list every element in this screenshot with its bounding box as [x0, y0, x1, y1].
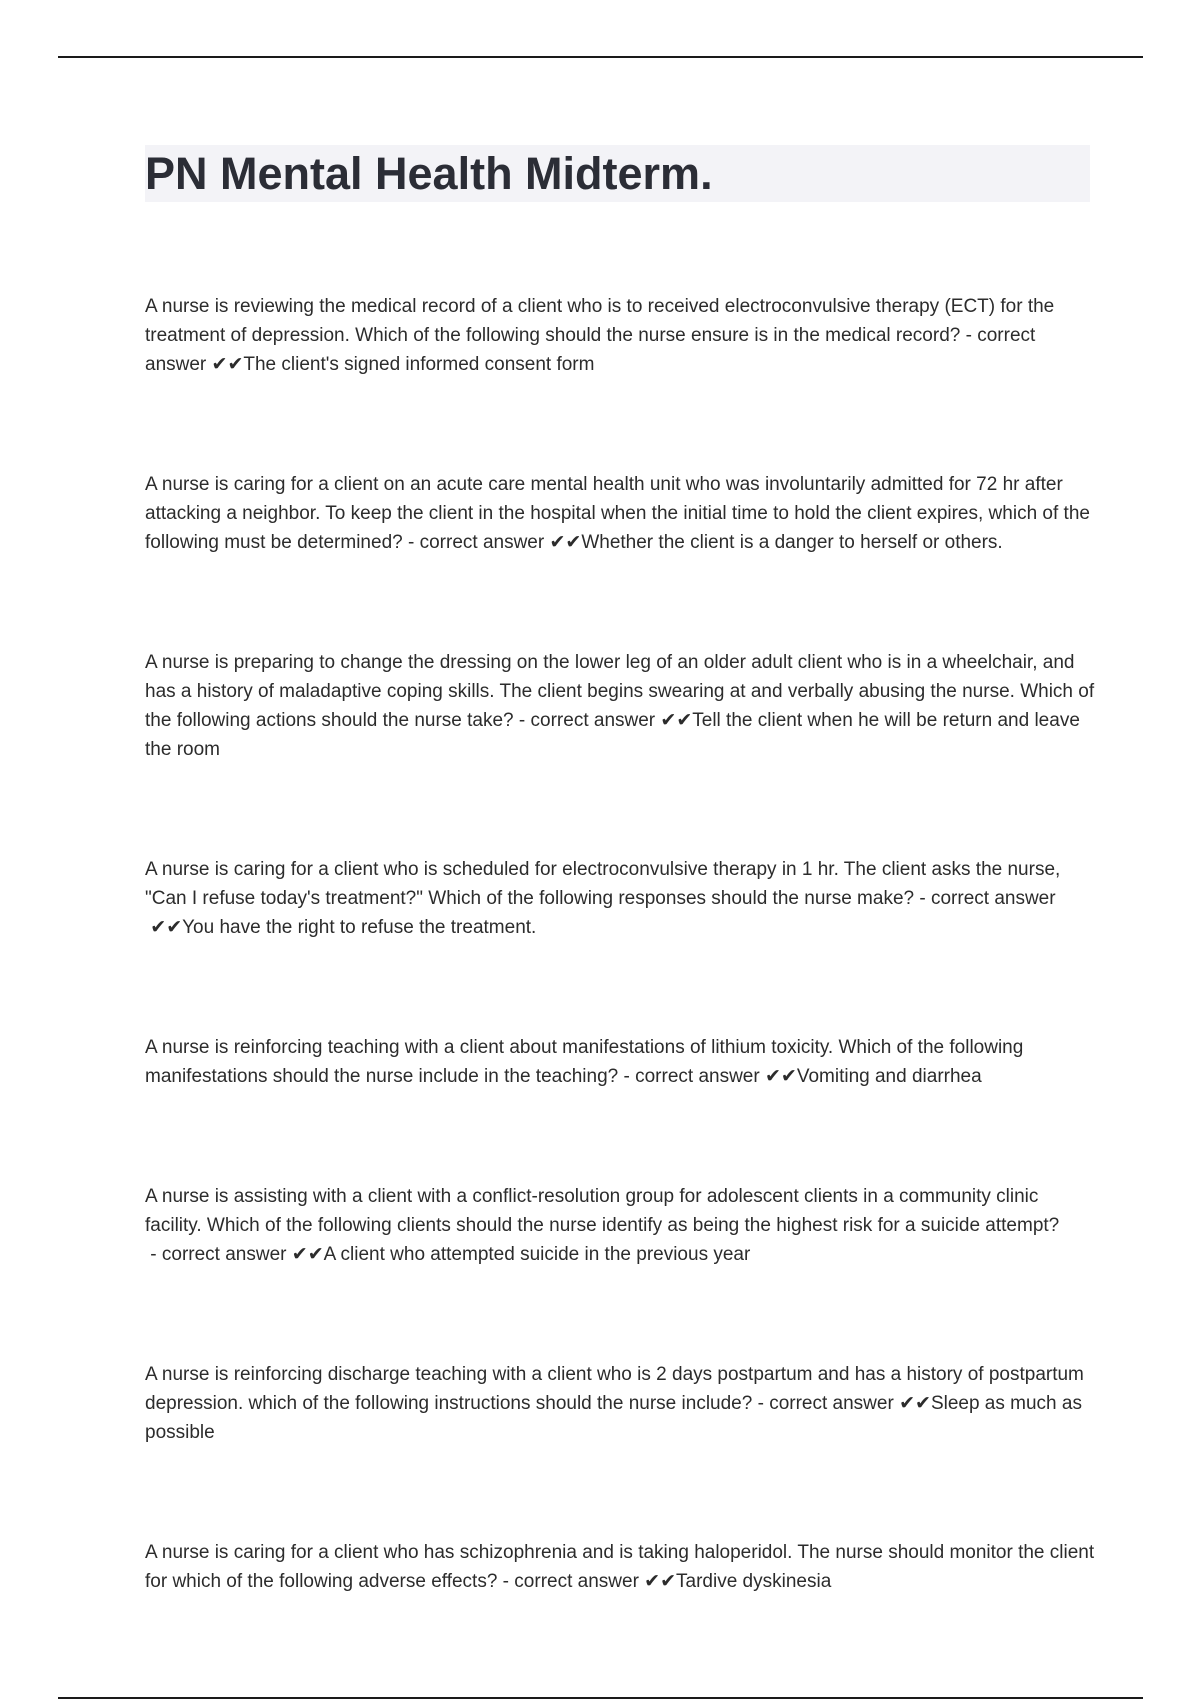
question-text: A nurse is reinforcing teaching with a client about manifestations of lithium toxicity. Which of the following manifestations should the nurse include in the teaching? [145, 1037, 1024, 1087]
double-check-icon: ✔✔ [893, 1393, 931, 1414]
question-text: A nurse is reinforcing discharge teaching with a client who is 2 days postpartum and has a history of postpartum depression. which of the following instructions should the nurse include? [145, 1364, 1084, 1414]
qa-item [145, 1538, 1095, 1596]
answer-label: correct answer [145, 325, 1036, 375]
answer-text: Whether the client is a danger to herself or others. [581, 532, 1003, 553]
qa-item [145, 292, 1095, 379]
answer-text: The client's signed informed consent form [243, 354, 595, 375]
question-text: A nurse is caring for a client who has schizophrenia and is taking haloperidol. The nurse should monitor the client for which of the following adverse effects? [145, 1542, 1095, 1592]
qa-item [145, 1033, 1095, 1091]
answer-label: correct answer [635, 1066, 760, 1087]
question-text: A nurse is caring for a client on an acute care mental health unit who was involuntarily admitted for 72 hr after attacking a neighbor. To keep the client in the hospital when the initial time to hold the client expires, which of the following must be determined? [145, 474, 1090, 553]
answer-label: correct answer [530, 710, 656, 731]
separator: - [618, 1066, 636, 1087]
page-title: PN Mental Health Midterm. [145, 148, 713, 199]
question-text: A nurse is assisting with a client with a conflict-resolution group for adolescent clients in a community clinic facility. Which of the following clients should the nurse identify as being the highest risk for a suicide attempt? [145, 1186, 1060, 1236]
question-text: A nurse is reviewing the medical record of a client who is to received electroconvulsive therapy (ECT) for the treatment of depression. Which of the following should the nurse ensure is in the medical record? [145, 296, 1055, 346]
answer-text: Vomiting and diarrhea [796, 1066, 982, 1087]
answer-text: You have the right to refuse the treatment. [182, 917, 537, 938]
double-check-icon: ✔✔ [655, 710, 693, 731]
answer-text: Tardive dyskinesia [676, 1571, 832, 1592]
question-text: A nurse is preparing to change the dressing on the lower leg of an older adult client who is in a wheelchair, and has a history of maladaptive coping skills. The client begins swearing at and verbally abusing the nurse. Which of the following actions should the nurse take? [145, 652, 1095, 731]
qa-item [145, 1182, 1095, 1269]
double-check-icon: ✔✔ [145, 917, 183, 938]
qa-list [145, 292, 1095, 1687]
bottom-rule [58, 1697, 1143, 1699]
question-text: A nurse is caring for a client who is scheduled for electroconvulsive therapy in 1 hr. The client asks the nurse, "Can I refuse today's treatment?" Which of the following responses should the nurse make? [145, 859, 1061, 909]
separator: - [513, 710, 531, 731]
answer-label: correct answer [161, 1244, 287, 1265]
separator: - [914, 888, 931, 909]
answer-text: A client who attempted suicide in the previous year [323, 1244, 751, 1265]
title-box [145, 145, 1090, 202]
answer-text: Sleep as much as possible [145, 1393, 1082, 1443]
double-check-icon: ✔✔ [286, 1244, 324, 1265]
answer-label: correct answer [930, 888, 1056, 909]
double-check-icon: ✔✔ [206, 354, 244, 375]
separator: - [960, 325, 978, 346]
answer-label: correct answer [514, 1571, 639, 1592]
qa-item [145, 648, 1095, 764]
qa-item [145, 1360, 1095, 1447]
top-rule [58, 56, 1143, 58]
separator: - [402, 532, 420, 553]
answer-label: correct answer [419, 532, 545, 553]
separator: - [497, 1571, 515, 1592]
double-check-icon: ✔✔ [544, 532, 582, 553]
answer-label: correct answer [769, 1393, 894, 1414]
separator: - [752, 1393, 770, 1414]
separator: - [145, 1244, 162, 1265]
double-check-icon: ✔✔ [638, 1571, 677, 1592]
qa-item [145, 470, 1095, 557]
double-check-icon: ✔✔ [759, 1066, 797, 1087]
answer-text: Tell the client when he will be return and leave the room [145, 710, 1080, 760]
qa-item [145, 855, 1095, 942]
